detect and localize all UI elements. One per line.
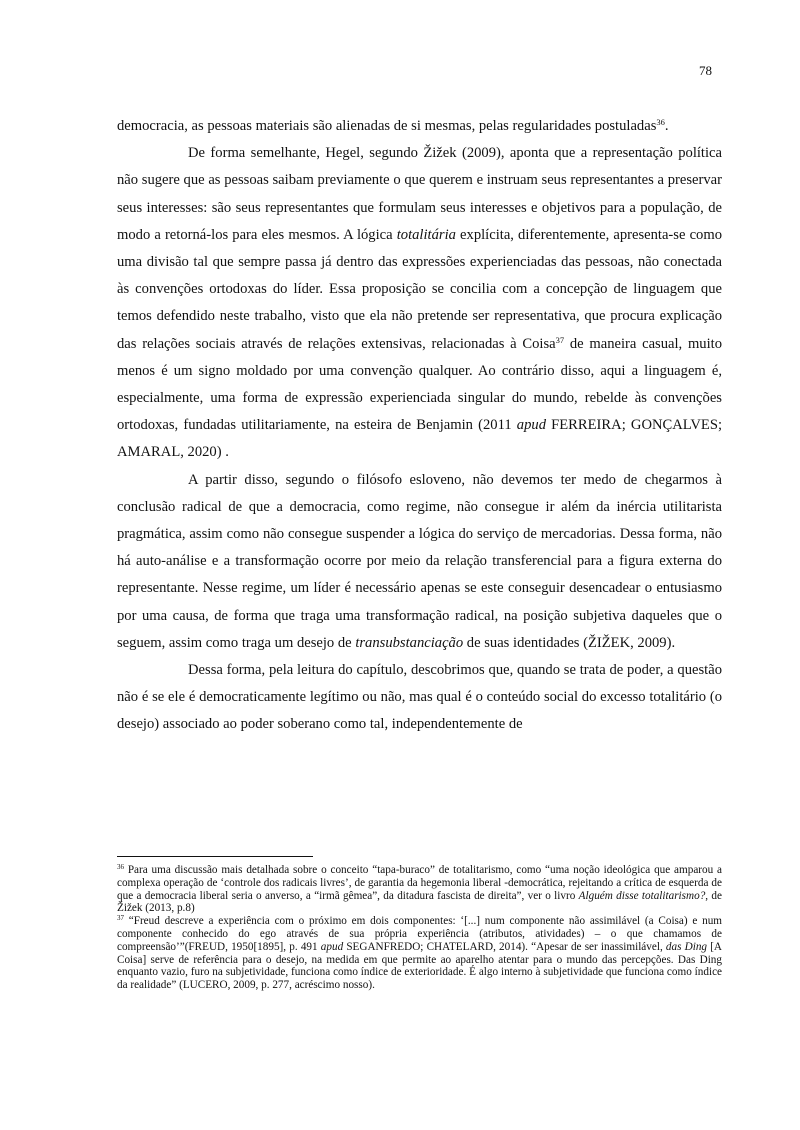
italic-term: das Ding: [665, 940, 708, 953]
footnote-text: [A Coisa] serve de referência para o desejo, na medida em que permite ao aparelho atentar para o mundo das percepções. Das Ding enquanto vazio, furo na subjetividade, funciona como índice de exterioridade. É algo interno à subjetividade que funciona como índice da realidade” (LUCERO, 2009, p. 277, acréscimo nosso).: [117, 940, 722, 992]
paragraph-text: De forma semelhante, Hegel, segundo Žižek (2009), aponta que a representação política não sugere que as pessoas saibam previamente o que querem e instruam seus representantes a preservar seus interesses: são seus representantes que formulam seus interesses e objetivos para a população, de modo a retorná-los para eles mesmos. A lógica: [117, 145, 722, 243]
footnote-separator: [117, 856, 313, 857]
footnote-37: [117, 915, 722, 992]
footnote-number: 36: [117, 863, 124, 871]
paragraph-text: democracia, as pessoas materiais são alienadas de si mesmas, pelas regularidades postuladas: [117, 118, 657, 134]
page-number: 78: [699, 63, 712, 78]
italic-term: totalitária: [396, 226, 456, 243]
paragraph-text: FERREIRA; GONÇALVES; AMARAL, 2020) .: [117, 417, 722, 461]
paragraph-text: de suas identidades (ŽIŽEK, 2009).: [463, 634, 676, 651]
italic-term: transubstanciação: [355, 634, 464, 651]
footnote-ref-37[interactable]: 37: [555, 334, 565, 345]
italic-term: apud: [320, 940, 344, 953]
paragraph-text: explícita, diferentemente, apresenta-se como uma divisão tal que sempre passa já dentro das expressões experienciadas das pessoas, não conectada às convenções ortodoxas do líder. Essa proposição se concilia com a concepção de linguagem que temos defendido neste trabalho, visto que ela não pretende ser representativa, que procura explicação das relações sociais através de relações extensivas, relacionadas à Coisa: [117, 226, 722, 352]
paragraph-text: Dessa forma, pela leitura do capítulo, descobrimos que, quando se trata de poder, a questão não é se ele é democraticamente legítimo ou não, mas qual é o conteúdo social do excesso totalitário (o desejo) associado ao poder soberano como tal, independentemente de: [117, 662, 722, 733]
footnote-number: 37: [117, 914, 124, 923]
paragraph-text: .: [664, 118, 669, 134]
italic-term: Alguém disse totalitarismo?: [578, 889, 706, 902]
footnote-text: SEGANFREDO; CHATELARD, 2014). “Apesar de ser inassimilável,: [343, 940, 666, 953]
footnote-text: Para uma discussão mais detalhada sobre o conceito “tapa-buraco” de totalitarismo, como “uma noção ideológica que amparou a complexa operação de ‘controle dos radicais livres’, de garantia da hegemonia liberal -democrática, rejeitando a crítica de esquerda de que a democracia liberal seria o anverso, a “irmã gêmea”, da ditadura fascista de direita”, ver o livro: [117, 864, 722, 902]
footnote-36: [117, 864, 722, 915]
italic-term: apud: [516, 417, 546, 434]
paragraph-4: [117, 657, 722, 739]
paragraph-3: [117, 467, 722, 657]
paragraph-1: [117, 113, 722, 140]
paragraph-text: de maneira casual, muito menos é um signo moldado por uma convenção qualquer. Ao contrário disso, aqui a linguagem é, especialmente, uma forma de expressão experienciada singular do mundo, rebelde às convenções ortodoxas, fundadas utilitariamente, na esteira de Benjamin (2011: [117, 335, 722, 434]
footnote-text: “Freud descreve a experiência com o próximo em dois componentes: ‘[...] num componente não assimilável (a Coisa) e num componente conhecido do ego através de sua própria experiência (atributos, atividades) – o que chamamos de compreensão’”(FREUD, 1950[1895], p. 491: [117, 915, 722, 953]
footnote-ref-36[interactable]: 36: [656, 117, 665, 127]
footnote-text: , de Žižek (2013, p.8): [117, 889, 722, 915]
paragraph-2: [117, 140, 722, 466]
footnotes: [117, 864, 722, 992]
paragraph-text: A partir disso, segundo o filósofo esloveno, não devemos ter medo de chegarmos à conclusão radical de que a democracia, como regime, não consegue ir além da inércia utilitarista pragmática, assim como não consegue suspender a lógica do serviço de mercadorias. Dessa forma, não há auto-análise e a transformação ocorre por meio da relação transferencial para a figura externa do representante. Nesse regime, um líder é necessário apenas se este conseguir desencadear o entusiasmo por uma causa, de forma que traga uma transformação radical, na posição subjetiva daqueles que o seguem, assim como traga um desejo de: [117, 471, 722, 651]
body-text: [117, 113, 722, 739]
